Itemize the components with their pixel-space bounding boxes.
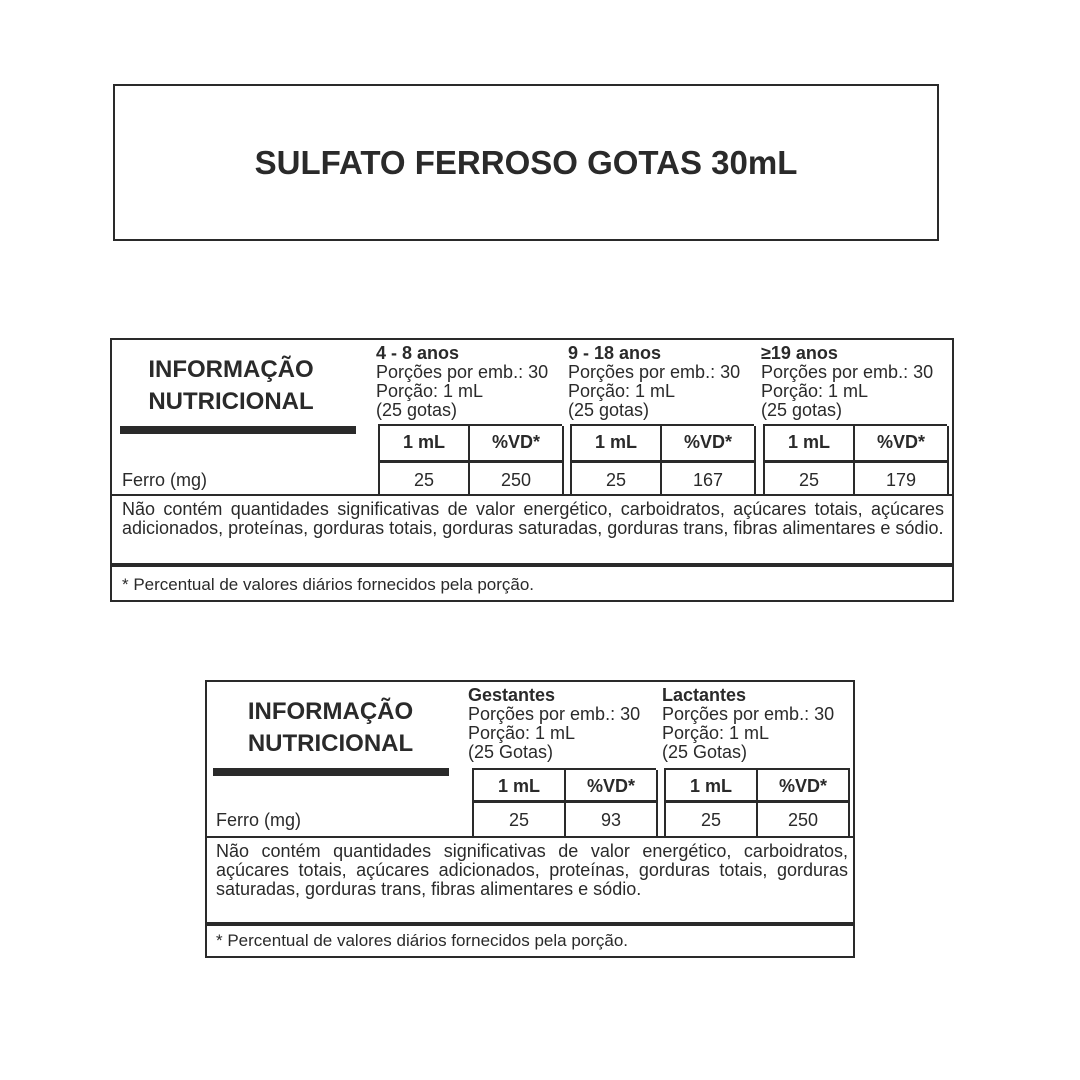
footnote: * Percentual de valores diários fornecidos pela porção. (122, 575, 535, 594)
heading-line-2: NUTRICIONAL (247, 730, 414, 757)
col-header-1ml: 1 mL (402, 432, 445, 452)
group-portion: Porção: 1 mL (568, 381, 676, 401)
value-cell: 93 (600, 810, 622, 830)
heading-line-2: NUTRICIONAL (148, 388, 314, 415)
row-rule (207, 836, 853, 838)
group-rule-2 (570, 424, 754, 426)
heading-line-1: INFORMAÇÃO (148, 356, 314, 383)
group-portion: Porção: 1 mL (468, 723, 576, 743)
value-cell: 25 (605, 470, 627, 490)
group-portion: Porção: 1 mL (376, 381, 484, 401)
col-divider (656, 770, 658, 836)
group-servings: Porções por emb.: 30 (376, 362, 549, 382)
row-label: Ferro (mg) (216, 810, 301, 830)
group-servings: Porções por emb.: 30 (468, 704, 641, 724)
group-servings: Porções por emb.: 30 (662, 704, 835, 724)
group-drops: (25 gotas) (761, 400, 843, 420)
group-name: Gestantes (468, 685, 556, 705)
group-name: Lactantes (662, 685, 747, 705)
header-rule-2 (570, 460, 754, 463)
group-rule-3 (763, 424, 947, 426)
nutrition-table-2 (205, 680, 855, 958)
group-header-9-18 (568, 344, 740, 420)
product-title-box (113, 84, 939, 241)
group-drops: (25 gotas) (568, 400, 650, 420)
group-rule-1 (378, 424, 562, 426)
table-heading (112, 354, 350, 418)
col-divider (562, 426, 564, 494)
value-cell: 25 (413, 470, 435, 490)
group-header-gestantes (468, 686, 640, 762)
group-header-4-8 (376, 344, 548, 420)
nutrition-note: Não contém quantidades significativas de valor energético, carboidratos, açúcares totais, açúcares adicionados, proteínas, gorduras totais, gorduras saturadas, gorduras trans, fibras alimentares e sódio. (122, 499, 944, 538)
value-cell: 250 (500, 470, 532, 490)
col-divider (754, 426, 756, 494)
group-portion: Porção: 1 mL (662, 723, 770, 743)
header-rule-1 (378, 460, 562, 463)
group-drops: (25 gotas) (376, 400, 458, 420)
row-rule (112, 494, 952, 496)
thick-rule (207, 922, 853, 926)
col-header-vd: %VD* (876, 432, 925, 452)
group-header-lactantes (662, 686, 834, 762)
heading-bar (120, 426, 356, 434)
col-header-vd: %VD* (491, 432, 540, 452)
col-header-vd: %VD* (586, 776, 635, 796)
row-label: Ferro (mg) (122, 470, 207, 490)
heading-bar (213, 768, 449, 776)
col-header-vd: %VD* (683, 432, 732, 452)
col-header-1ml: 1 mL (594, 432, 637, 452)
col-divider (848, 770, 850, 836)
value-cell: 25 (798, 470, 820, 490)
heading-line-1: INFORMAÇÃO (247, 698, 414, 725)
value-cell: 25 (700, 810, 722, 830)
group-header-19-plus (761, 344, 933, 420)
product-title: SULFATO FERROSO GOTAS 30mL (254, 143, 798, 181)
nutrition-note: Não contém quantidades significativas de valor energético, carboidratos, açúcares totais, açúcares adicionados, proteínas, gorduras totais, gorduras saturadas, gorduras trans, fibras alimentares e sódio. (216, 841, 848, 899)
header-rule-3 (763, 460, 947, 463)
col-header-vd: %VD* (778, 776, 827, 796)
value-cell: 167 (692, 470, 724, 490)
group-name: 9 - 18 anos (568, 343, 662, 363)
group-portion: Porção: 1 mL (761, 381, 869, 401)
value-cell: 25 (508, 810, 530, 830)
group-drops: (25 Gotas) (662, 742, 748, 762)
table-heading (207, 696, 454, 760)
col-header-1ml: 1 mL (689, 776, 732, 796)
value-cell: 179 (885, 470, 917, 490)
footnote: * Percentual de valores diários fornecidos pela porção. (216, 931, 629, 950)
group-drops: (25 Gotas) (468, 742, 554, 762)
col-divider (947, 426, 949, 494)
group-name: ≥19 anos (761, 343, 838, 363)
nutrition-table-1 (110, 338, 954, 602)
thick-rule (112, 563, 952, 567)
group-name: 4 - 8 anos (376, 343, 460, 363)
col-header-1ml: 1 mL (497, 776, 540, 796)
col-header-1ml: 1 mL (787, 432, 830, 452)
group-servings: Porções por emb.: 30 (761, 362, 934, 382)
value-cell: 250 (787, 810, 819, 830)
group-servings: Porções por emb.: 30 (568, 362, 741, 382)
